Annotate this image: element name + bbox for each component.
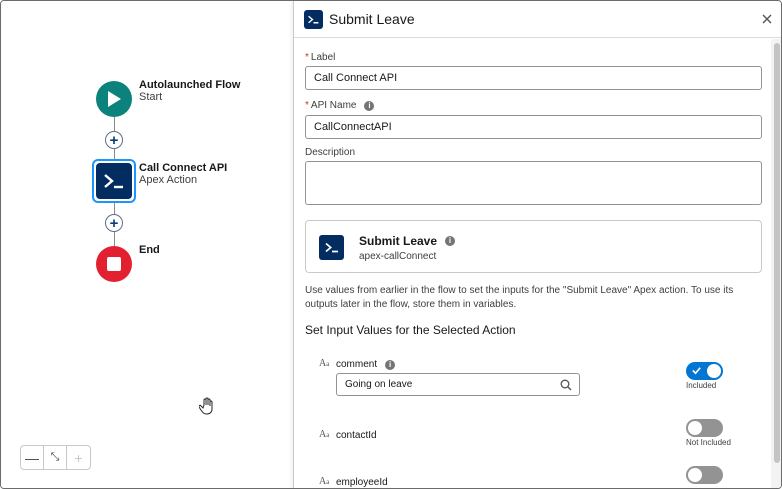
info-icon[interactable]: i — [445, 236, 455, 246]
action-card-subtitle: apex-callConnect — [359, 251, 437, 262]
contactid-toggle-status: Not Included — [686, 438, 731, 447]
label-text: Label — [310, 52, 336, 63]
search-icon — [560, 379, 572, 391]
start-node-label — [139, 79, 240, 103]
type-glyph: A — [319, 429, 327, 440]
param-name: comment — [336, 359, 378, 370]
play-icon — [106, 90, 122, 108]
text-type-icon — [319, 476, 329, 487]
action-card — [305, 220, 762, 273]
label-text: API Name — [310, 100, 357, 111]
action-node-label — [139, 162, 227, 186]
param-employeeid-label — [336, 477, 388, 488]
param-contactid-label — [336, 430, 377, 441]
type-glyph-sub: a — [326, 478, 330, 486]
end-node-label — [139, 244, 160, 256]
node-title: Autolaunched Flow — [139, 79, 241, 91]
terminal-icon — [102, 172, 126, 190]
text-type-icon — [319, 429, 329, 440]
employeeid-include-toggle[interactable] — [686, 466, 723, 484]
scrollbar-thumb[interactable] — [774, 43, 780, 463]
section-title: Set Input Values for the Selected Action — [305, 323, 516, 337]
flow-canvas[interactable] — [1, 1, 293, 489]
node-title: End — [139, 244, 160, 256]
properties-panel — [293, 1, 782, 489]
type-glyph: A — [319, 358, 327, 369]
action-card-title: Submit Leave — [359, 234, 438, 248]
label-text: Description — [305, 147, 356, 158]
check-icon — [691, 365, 702, 376]
comment-include-toggle[interactable] — [686, 362, 723, 380]
minus-icon: — — [25, 449, 39, 466]
api-name-input[interactable]: CallConnectAPI — [305, 115, 762, 139]
toggle-knob — [688, 421, 702, 435]
required-marker: * — [305, 52, 309, 63]
info-icon[interactable]: i — [385, 360, 395, 370]
comment-toggle-status: Included — [686, 381, 717, 390]
terminal-icon — [304, 10, 323, 29]
plus-icon: + — [109, 214, 119, 232]
required-marker: * — [305, 100, 309, 111]
action-node-selected[interactable] — [92, 159, 136, 203]
label-input[interactable]: Call Connect API — [305, 66, 762, 90]
start-node[interactable] — [96, 81, 132, 117]
comment-input[interactable] — [336, 373, 580, 396]
fit-view-button[interactable] — [44, 446, 67, 469]
node-title: Call Connect API — [139, 162, 228, 174]
info-icon[interactable]: i — [364, 101, 374, 111]
description-field-label — [305, 147, 355, 158]
action-node[interactable] — [96, 163, 132, 199]
zoom-in-button[interactable] — [67, 446, 90, 469]
param-comment-label — [336, 359, 395, 370]
node-subtitle: Start — [139, 91, 163, 103]
hand-cursor-icon — [199, 397, 215, 415]
type-glyph-sub: a — [326, 360, 330, 368]
zoom-out-button[interactable] — [21, 446, 44, 469]
type-glyph: A — [319, 476, 327, 487]
panel-title: Submit Leave — [329, 11, 415, 27]
description-textarea[interactable] — [305, 161, 762, 205]
type-glyph-sub: a — [326, 431, 330, 439]
param-name: employeeId — [336, 477, 388, 488]
fit-icon: ⤡ — [50, 451, 60, 463]
node-subtitle: Apex Action — [139, 174, 198, 186]
text-type-icon — [319, 358, 329, 369]
api-name-field-label — [305, 100, 374, 111]
action-card-title-row — [359, 234, 455, 248]
plus-icon: + — [74, 449, 83, 466]
param-name: contactId — [336, 430, 377, 441]
toggle-knob — [688, 468, 702, 482]
end-node[interactable] — [96, 246, 132, 282]
zoom-controls — [20, 445, 91, 470]
contactid-include-toggle[interactable] — [686, 419, 723, 437]
close-icon[interactable] — [761, 13, 773, 25]
add-element-button[interactable] — [105, 131, 123, 149]
add-element-button[interactable] — [105, 214, 123, 232]
terminal-icon — [319, 235, 344, 260]
label-field-label — [305, 52, 335, 63]
stop-icon — [106, 256, 122, 272]
toggle-knob — [707, 364, 721, 378]
panel-header — [294, 1, 782, 38]
help-text: Use values from earlier in the flow to set the inputs for the "Submit Leave" Apex action. To use its outputs later in the flow, store them in variables. — [305, 285, 734, 310]
plus-icon: + — [109, 131, 119, 149]
comment-value: Going on leave — [345, 379, 413, 390]
